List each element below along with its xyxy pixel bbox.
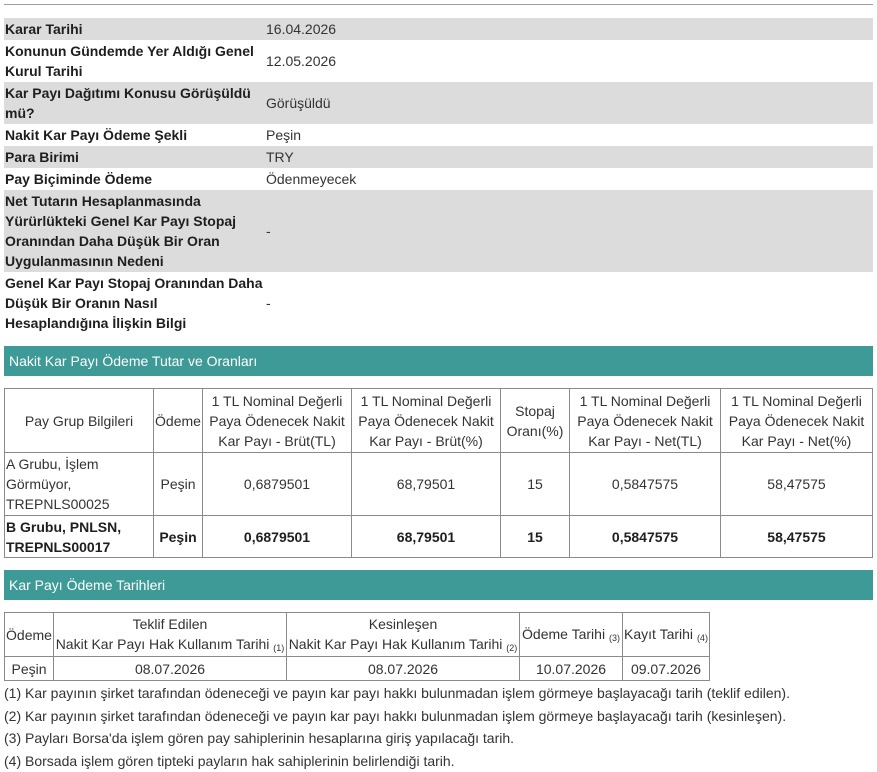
footnote-ref-1: (1) — [273, 642, 285, 653]
info-key: Karar Tarihi — [5, 21, 83, 37]
table-header-row — [5, 389, 873, 453]
payment-cell: Peşin — [154, 453, 203, 516]
footnote-1: (1) Kar payının şirket tarafından ödeneceği ve payın kar payı hakkı bulunmadan işlem görmeye başlayacağı tarih (teklif edilen). — [4, 685, 790, 701]
header-finalized-date — [287, 613, 520, 657]
payout-amounts-table — [4, 388, 873, 558]
footnote-3: (3) Payları Borsa'da işlem gören pay sahiplerinin hesaplarına giriş yapılacağı tarih. — [4, 730, 515, 746]
info-row-discussed — [4, 82, 873, 124]
withholding-cell: 15 — [501, 516, 570, 558]
record-date-cell: 09.07.2026 — [623, 657, 710, 681]
info-row-decision-date — [4, 18, 873, 40]
header-payment-date-label: Ödeme Tarihi — [522, 625, 606, 642]
payment-cell: Peşin — [154, 516, 203, 558]
gross-pct-cell: 68,79501 — [352, 516, 501, 558]
share-group-cell: B Grubu, PNLSN, TREPNLS00017 — [5, 516, 154, 558]
info-key: Konunun Gündemde Yer Aldığı Genel Kurul Tarihi — [5, 43, 254, 79]
payment-date-cell: 10.07.2026 — [520, 657, 623, 681]
top-divider — [4, 4, 873, 5]
net-pct-cell: 58,47575 — [721, 453, 873, 516]
info-row-general-assembly-date — [4, 40, 873, 82]
net-tl-cell: 0,5847575 — [570, 453, 721, 516]
header-net-pct: 1 TL Nominal Değerli Paya Ödenecek Nakit Kar Payı - Net(%) — [721, 389, 873, 453]
header-proposed-date — [54, 613, 287, 657]
footnote-2: (2) Kar payının şirket tarafından ödeneceği ve payın kar payı hakkı bulunmadan işlem görmeye başlayacağı tarih (kesinleşen). — [4, 707, 787, 724]
gross-tl-cell: 0,6879501 — [203, 453, 352, 516]
net-tl-cell: 0,5847575 — [570, 516, 721, 558]
section-header-payout-amounts: Nakit Kar Payı Ödeme Tutar ve Oranları — [4, 346, 873, 376]
footnote-ref-2: (2) — [506, 642, 518, 653]
footnotes — [4, 682, 873, 772]
header-gross-pct: 1 TL Nominal Değerli Paya Ödenecek Nakit Kar Payı - Brüt(%) — [352, 389, 501, 453]
header-finalized-subtitle: Nakit Kar Payı Hak Kullanım Tarihi — [288, 635, 503, 652]
header-gross-tl: 1 TL Nominal Değerli Paya Ödenecek Nakit Kar Payı - Brüt(TL) — [203, 389, 352, 453]
payment-dates-table — [4, 612, 710, 681]
gross-pct-cell: 68,79501 — [352, 453, 501, 516]
info-value: Ödenmeyecek — [266, 171, 357, 187]
info-value: TRY — [266, 149, 294, 165]
info-key: Nakit Kar Payı Ödeme Şekli — [5, 127, 188, 143]
share-group-cell: A Grubu, İşlem Görmüyor, TREPNLS00025 — [5, 453, 154, 516]
info-key: Genel Kar Payı Stopaj Oranından Daha Düşük Bir Oranın Nasıl Hesaplandığına İlişkin Bilgi — [5, 275, 263, 331]
proposed-date-cell: 08.07.2026 — [54, 657, 287, 681]
payment-cell: Peşin — [5, 657, 54, 681]
header-withholding: Stopaj Oranı(%) — [501, 389, 570, 453]
info-value: Görüşüldü — [266, 95, 331, 111]
header-proposed-subtitle: Nakit Kar Payı Hak Kullanım Tarihi — [55, 635, 270, 652]
info-key: Para Birimi — [5, 149, 79, 165]
header-net-tl: 1 TL Nominal Değerli Paya Ödenecek Nakit Kar Payı - Net(TL) — [570, 389, 721, 453]
info-value: - — [266, 295, 271, 311]
header-finalized-title: Kesinleşen — [368, 615, 438, 632]
info-row-lower-rate-reason — [4, 190, 873, 272]
header-proposed-title: Teklif Edilen — [132, 615, 208, 632]
gross-tl-cell: 0,6879501 — [203, 516, 352, 558]
info-row-payment-method — [4, 124, 873, 146]
footnote-4: (4) Borsada işlem gören tipteki payların hak sahiplerinin belirlendiği tarih. — [4, 752, 455, 769]
info-value: Peşin — [266, 127, 302, 143]
table-row — [5, 657, 710, 681]
info-value: 16.04.2026 — [266, 21, 337, 37]
footnote-ref-4: (4) — [696, 632, 708, 643]
header-record-date-label: Kayıt Tarihi — [624, 625, 694, 642]
info-key: Pay Biçiminde Ödeme — [5, 171, 153, 187]
info-row-lower-rate-calculation — [4, 272, 873, 334]
dividend-info-table — [4, 18, 873, 334]
info-row-currency — [4, 146, 873, 168]
finalized-date-cell: 08.07.2026 — [287, 657, 520, 681]
header-share-group: Pay Grup Bilgileri — [5, 389, 154, 453]
section-header-payment-dates: Kar Payı Ödeme Tarihleri — [4, 570, 873, 600]
table-row — [5, 453, 873, 516]
table-row — [5, 516, 873, 558]
header-payment-date — [520, 613, 623, 657]
info-value: 12.05.2026 — [266, 53, 337, 69]
info-value: - — [266, 223, 271, 239]
info-row-share-payment — [4, 168, 873, 190]
footnote-ref-3: (3) — [608, 632, 620, 643]
header-payment: Ödeme — [154, 389, 203, 453]
net-pct-cell: 58,47575 — [721, 516, 873, 558]
withholding-cell: 15 — [501, 453, 570, 516]
info-key: Kar Payı Dağıtımı Konusu Görüşüldü mü? — [5, 85, 251, 121]
header-payment: Ödeme — [5, 613, 54, 657]
header-record-date — [623, 613, 710, 657]
info-key: Net Tutarın Hesaplanmasında Yürürlükteki Genel Kar Payı Stopaj Oranından Daha Düşük Bir Oran Uygulanmasının Nedeni — [5, 193, 237, 269]
table-header-row — [5, 613, 710, 657]
